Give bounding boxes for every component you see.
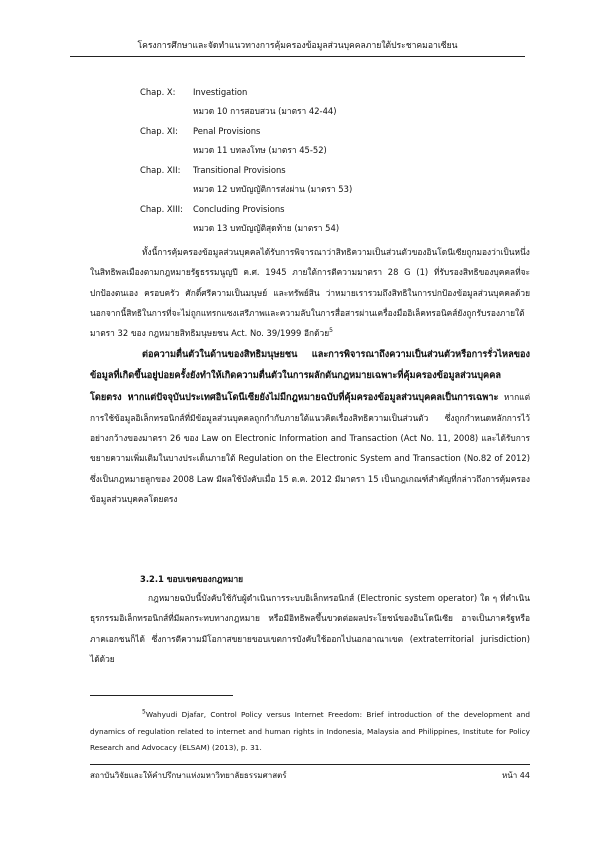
header-title: โครงการศึกษาและจัดทำแนวทางการคุ้มครองข้อมูลส่วนบุคคลภายใต้ประชาคมอาเซียน (137, 41, 458, 51)
chapter-title: Concluding Provisions (193, 203, 285, 214)
paragraph-legal-framework (90, 344, 530, 509)
footer-institution: สถาบันวิจัยและให้คำปรึกษาแห่งมหาวิทยาลัยธรรมศาสตร์ (90, 771, 287, 780)
chapter-item (140, 160, 520, 180)
footnote (90, 707, 530, 757)
chapter-thai-title: หมวด 10 การสอบสวน (มาตรา 42-44) (193, 106, 337, 117)
chapter-title: Penal Provisions (193, 125, 261, 136)
paragraph-privacy-rights (90, 242, 530, 343)
footnote-divider (90, 695, 233, 696)
page-number: หน้า 44 (502, 771, 530, 780)
paragraph-text: ทั้งนี้การคุ้มครองข้อมูลส่วนบุคคลได้รับการพิจารณาว่าสิทธิความเป็นส่วนตัวของอินโดนีเซียถูกมองว่าเป็นหนึ่งในสิทธิพลเมืองตามกฎหมายรัฐธรรมนูญปี ค.ศ. 1945 ภายใต้การตีความมาตรา 28 G (1) ที่รับรองสิทธิของบุคคลที่จะปกป้องตนเอง ครอบครัว ศักดิ์ศรีความเป็นมนุษย์ และทรัพย์สิน ว่าหมายเรารวมถึงสิทธิในการปกป้องข้อมูลส่วนบุคคลด้วย นอกจากนี้สิทธิในการที่จะไม่ถูกแทรกแซงเสรีภาพและความลับในการสื่อสารผ่านเครื่องมืออิเล็คทรอนิคส์ยังถูกรับรองภายใต้มาตรา 32 ของ กฎหมายสิทธิมนุษยชน Act. No. 39/1999 อีกด้วย (90, 247, 530, 339)
chapter-item (140, 82, 520, 102)
chapter-thai-title: หมวด 12 บทบัญญัติการส่งผ่าน (มาตรา 53) (193, 184, 353, 195)
page-header (70, 38, 525, 57)
section-heading: 3.2.1 ขอบเขตของกฎหมาย (140, 574, 244, 584)
footnote-reference: 5 (329, 327, 333, 335)
chapter-label: Chap. X: (140, 86, 176, 97)
chapter-item (140, 199, 520, 219)
chapter-label: Chap. XIII: (140, 203, 183, 214)
chapter-thai-title: หมวด 11 บทลงโทษ (มาตรา 45-52) (193, 145, 327, 156)
chapter-item (140, 121, 520, 141)
paragraph-text: หากแต่การใช้ข้อมูลอิเล็กทรอนิกส์ที่มีข้อมูลส่วนบุคคลถูกกำกับภายใต้แนวคิดเรื่องสิทธิความเป็นส่วนตัว ซึ่งถูกกำหนดหลักการไว้อย่างกว้างของมาตรา 26 ของ Law on Electronic Information and Transaction (Act No. 11, 2008) และได้รับการขยายความเพิ่มเติมในบางประเด็นภายใต้ Regulation on the Electronic System and Transaction (No.82 of 2012) ซึ่งเป็นกฎหมายลูกของ 2008 Law มีผลใช้บังคับเมื่อ 15 ต.ค. 2012 มีมาตรา 15 เป็นกฎเกณฑ์สำคัญที่กล่าวถึงการคุ้มครองข้อมูลส่วนบุคคลโดยตรง (90, 391, 531, 505)
chapter-label: Chap. XI: (140, 125, 178, 136)
paragraph-bold-text: ต่อความตื่นตัวในด้านของสิทธิมนุษยชน และการพิจารณาถึงความเป็นส่วนตัวหรือการรั่วไหลของข้อมูลที่เกิดขึ้นอยู่บ่อยครั้งยังทำให้เกิดความตื่นตัวในการผลักดันกฎหมายเฉพาะที่คุ้มครองข้อมูลส่วนบุคคลโดยตรง หากแต่ปัจจุบันประเทศอินโดนีเซียยังไม่มีกฎหมายฉบับที่คุ้มครองข้อมูลส่วนบุคคลเป็นการเฉพาะ (90, 349, 530, 403)
paragraph-scope (90, 588, 530, 669)
chapter-thai-title: หมวด 13 บทบัญญัติสุดท้าย (มาตรา 54) (193, 223, 340, 234)
chapter-title: Investigation (193, 86, 248, 97)
chapter-title: Transitional Provisions (193, 164, 286, 175)
footnote-number: 5 (142, 708, 146, 716)
footnote-text: Wahyudi Djafar, Control Policy versus Internet Freedom: Brief introduction of the development and dynamics of regulation related to internet and human rights in Indonesia, Malaysia and Philippines, Institute for Policy Research and Advocacy (ELSAM) (2013), p. 31. (90, 710, 530, 752)
paragraph-text: กฎหมายฉบับนี้บังคับใช้กับผู้ดำเนินการระบบอิเล็กทรอนิกส์ (Electronic system operator) ใด ๆ ที่ดำเนินธุรกรรมอิเล็กทรอนิกส์ที่มีผลกระทบทางกฎหมาย หรือมีอิทธิพลขึ้นขวดต่อผลประโยชน์ของอินโดนีเซีย อาจเป็นภาครัฐหรือภาคเอกชนก็ได้ ซึ่งการตีความมีโอกาสขยายขอบเขตการบังคับใช้ออกไปนอกอาณาเขต (extraterritorial jurisdiction) ได้ด้วย (90, 593, 530, 664)
footer-divider (90, 764, 530, 765)
page-footer (90, 769, 530, 782)
chapter-label: Chap. XII: (140, 164, 181, 175)
chapter-list (140, 82, 520, 238)
